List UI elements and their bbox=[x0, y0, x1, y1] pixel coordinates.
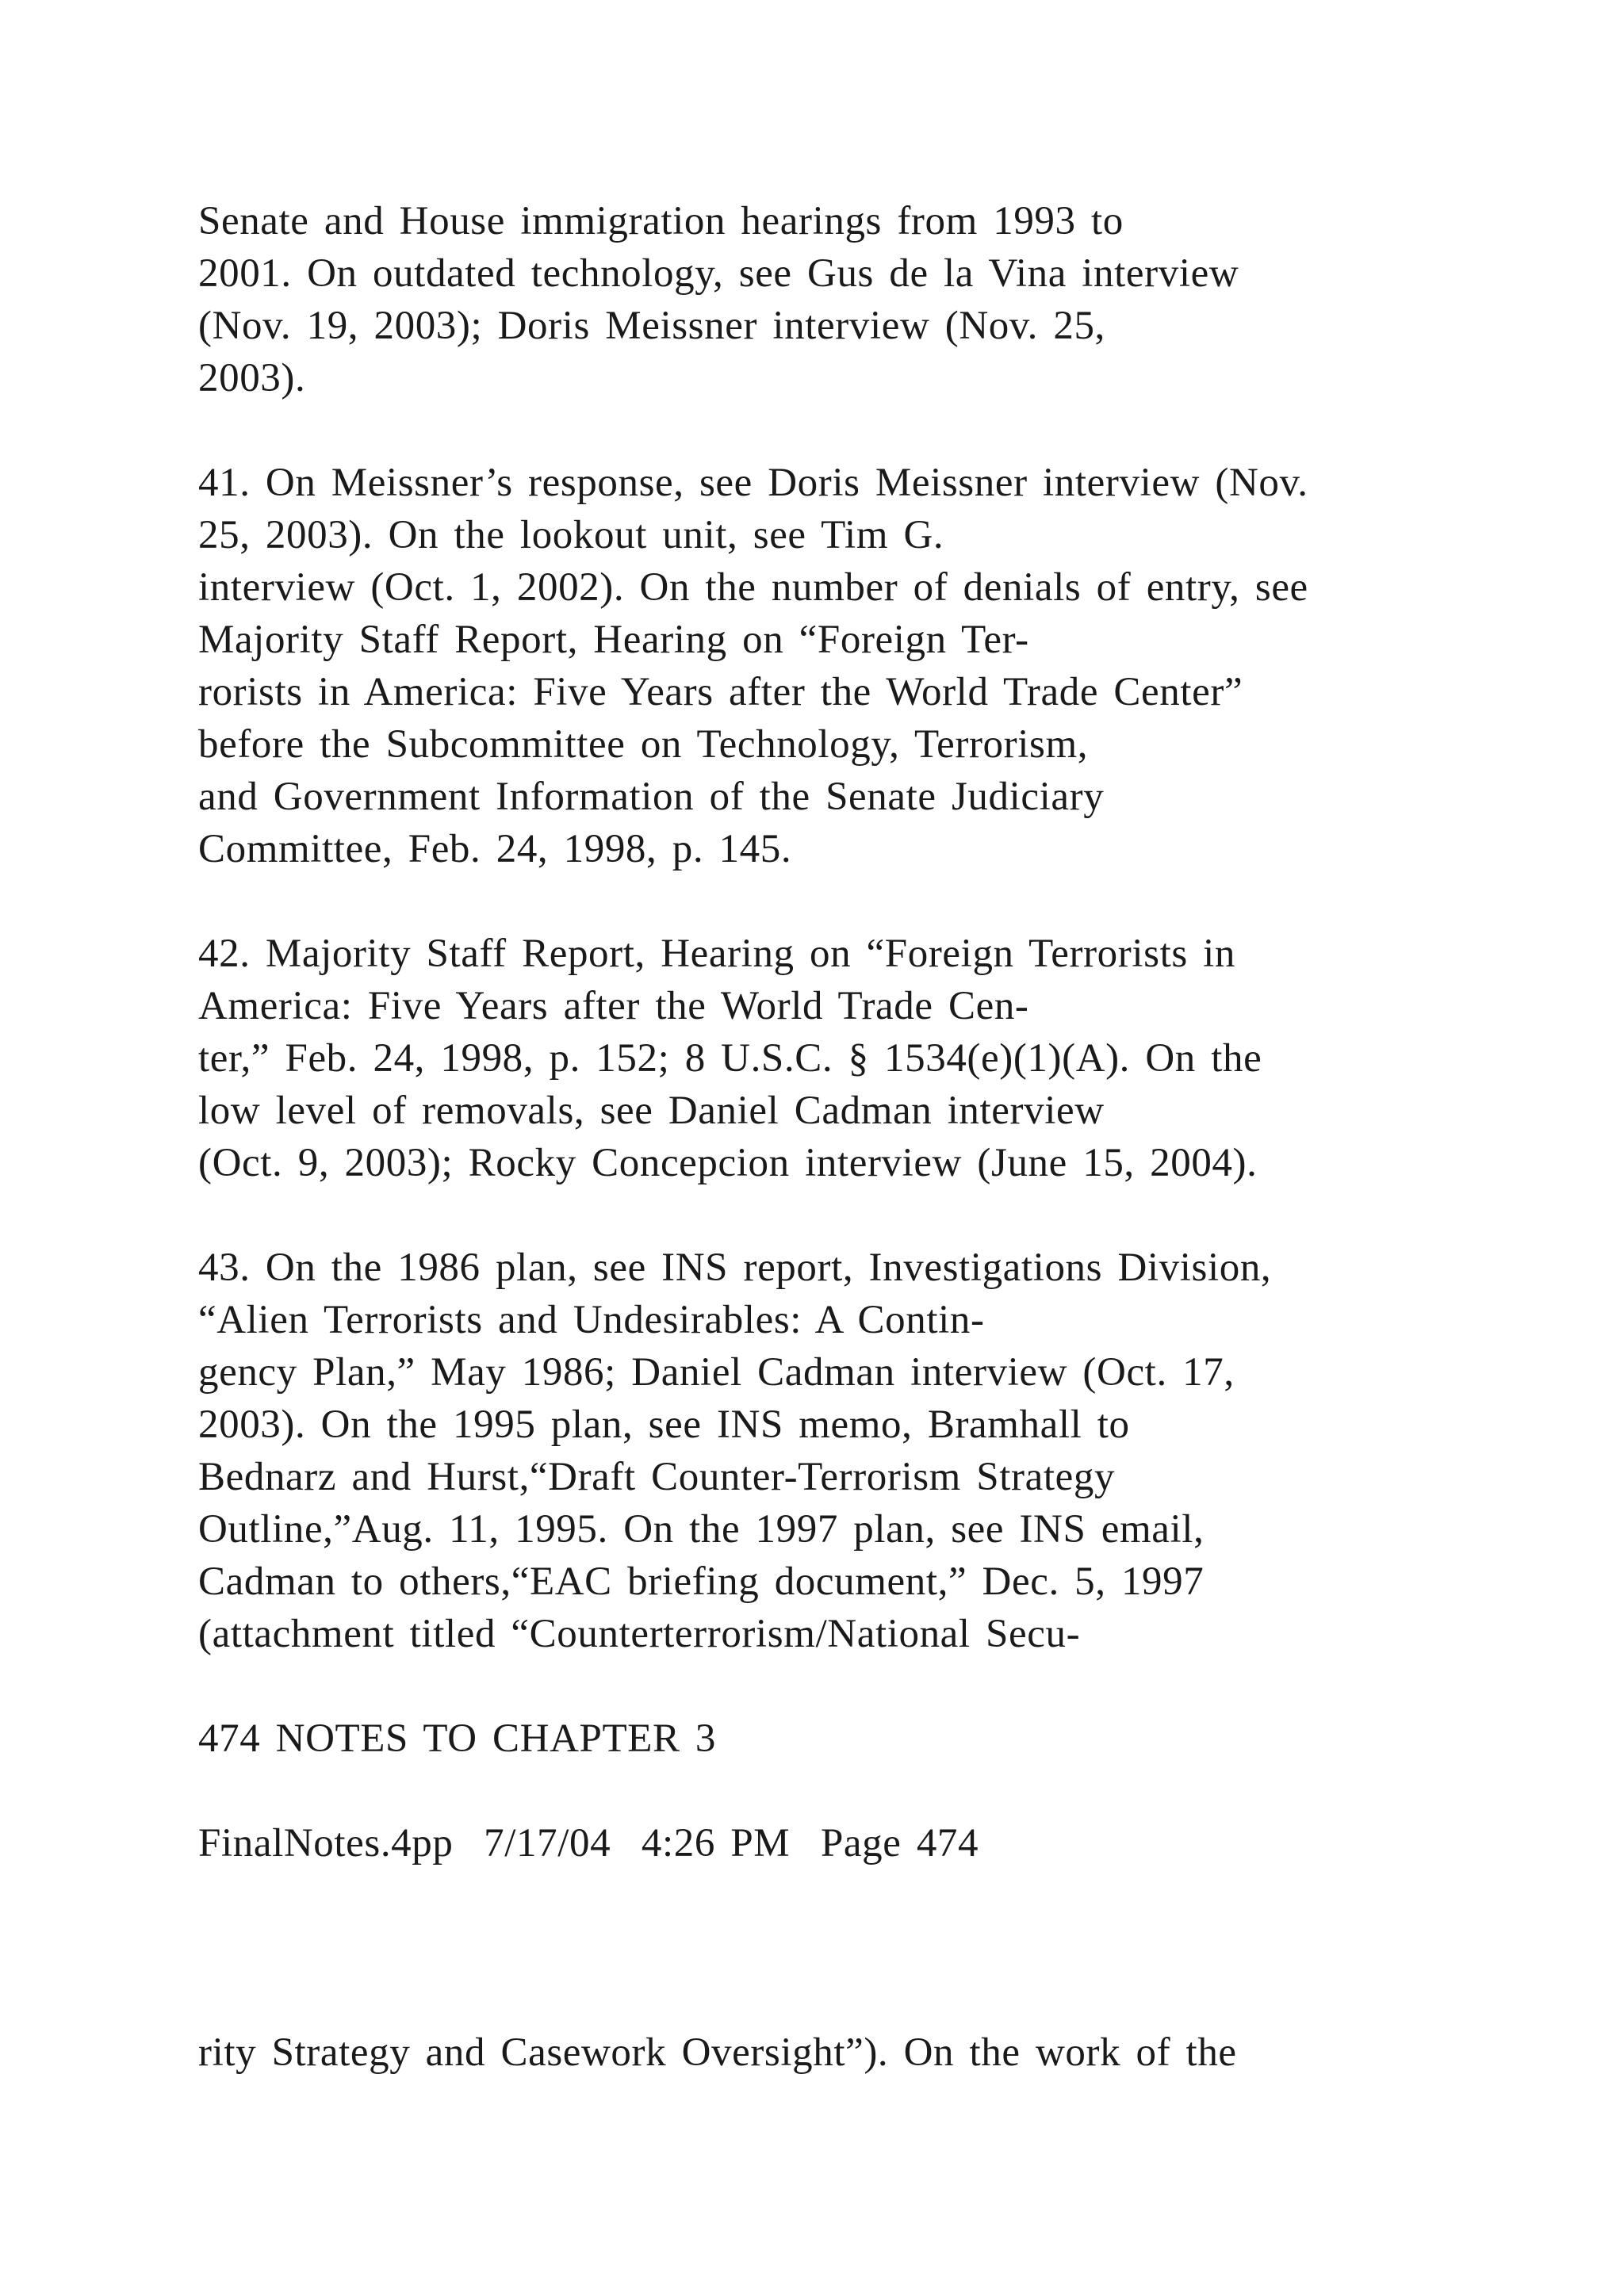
text-line: Majority Staff Report, Hearing on “Foreign Ter- bbox=[198, 618, 1029, 662]
text-line: 2003). On the 1995 plan, see INS memo, Bramhall to bbox=[198, 1402, 1130, 1447]
text-line: “Alien Terrorists and Undesirables: A Contin- bbox=[198, 1298, 985, 1342]
text-line: Committee, Feb. 24, 1998, p. 145. bbox=[198, 827, 792, 871]
text-line: 42. Majority Staff Report, Hearing on “Foreign Terrorists in bbox=[198, 932, 1235, 976]
text-line: and Government Information of the Senate Judiciary bbox=[198, 775, 1105, 819]
text-line: low level of removals, see Daniel Cadman interview bbox=[198, 1089, 1105, 1133]
text-line: (attachment titled “Counterterrorism/National Secu- bbox=[198, 1612, 1081, 1656]
text-line: (Nov. 19, 2003); Doris Meissner interview (Nov. 25, bbox=[198, 304, 1105, 348]
text-line: rorists in America: Five Years after the World Trade Center” bbox=[198, 670, 1243, 714]
text-line: ter,” Feb. 24, 1998, p. 152; 8 U.S.C. § 1534(e)(1)(A). On the bbox=[198, 1036, 1262, 1081]
text-line: 2003). bbox=[198, 356, 306, 400]
running-footer: 474 NOTES TO CHAPTER 3 bbox=[198, 1716, 717, 1761]
text-line: (Oct. 9, 2003); Rocky Concepcion interview (June 15, 2004). bbox=[198, 1141, 1258, 1185]
text-line: 41. On Meissner’s response, see Doris Meissner interview (Nov. bbox=[198, 461, 1308, 505]
text-line: Cadman to others,“EAC briefing document,” Dec. 5, 1997 bbox=[198, 1559, 1205, 1604]
printer-slug: FinalNotes.4pp 7/17/04 4:26 PM Page 474 bbox=[198, 1821, 979, 1866]
next-page-line: rity Strategy and Casework Oversight”). On the work of the bbox=[198, 2030, 1237, 2075]
text-line: Outline,”Aug. 11, 1995. On the 1997 plan, see INS email, bbox=[198, 1507, 1205, 1552]
text-line: gency Plan,” May 1986; Daniel Cadman interview (Oct. 17, bbox=[198, 1350, 1235, 1395]
text-line: 43. On the 1986 plan, see INS report, Investigations Division, bbox=[198, 1246, 1272, 1290]
text-line: interview (Oct. 1, 2002). On the number of denials of entry, see bbox=[198, 565, 1308, 610]
text-line: America: Five Years after the World Trade Cen- bbox=[198, 984, 1029, 1028]
text-line: Bednarz and Hurst,“Draft Counter-Terrorism Strategy bbox=[198, 1455, 1116, 1499]
text-line: 25, 2003). On the lookout unit, see Tim G. bbox=[198, 513, 944, 557]
text-line: Senate and House immigration hearings from 1993 to bbox=[198, 199, 1124, 243]
text-line: 2001. On outdated technology, see Gus de la Vina interview bbox=[198, 251, 1239, 296]
text-line: before the Subcommittee on Technology, Terrorism, bbox=[198, 722, 1089, 767]
